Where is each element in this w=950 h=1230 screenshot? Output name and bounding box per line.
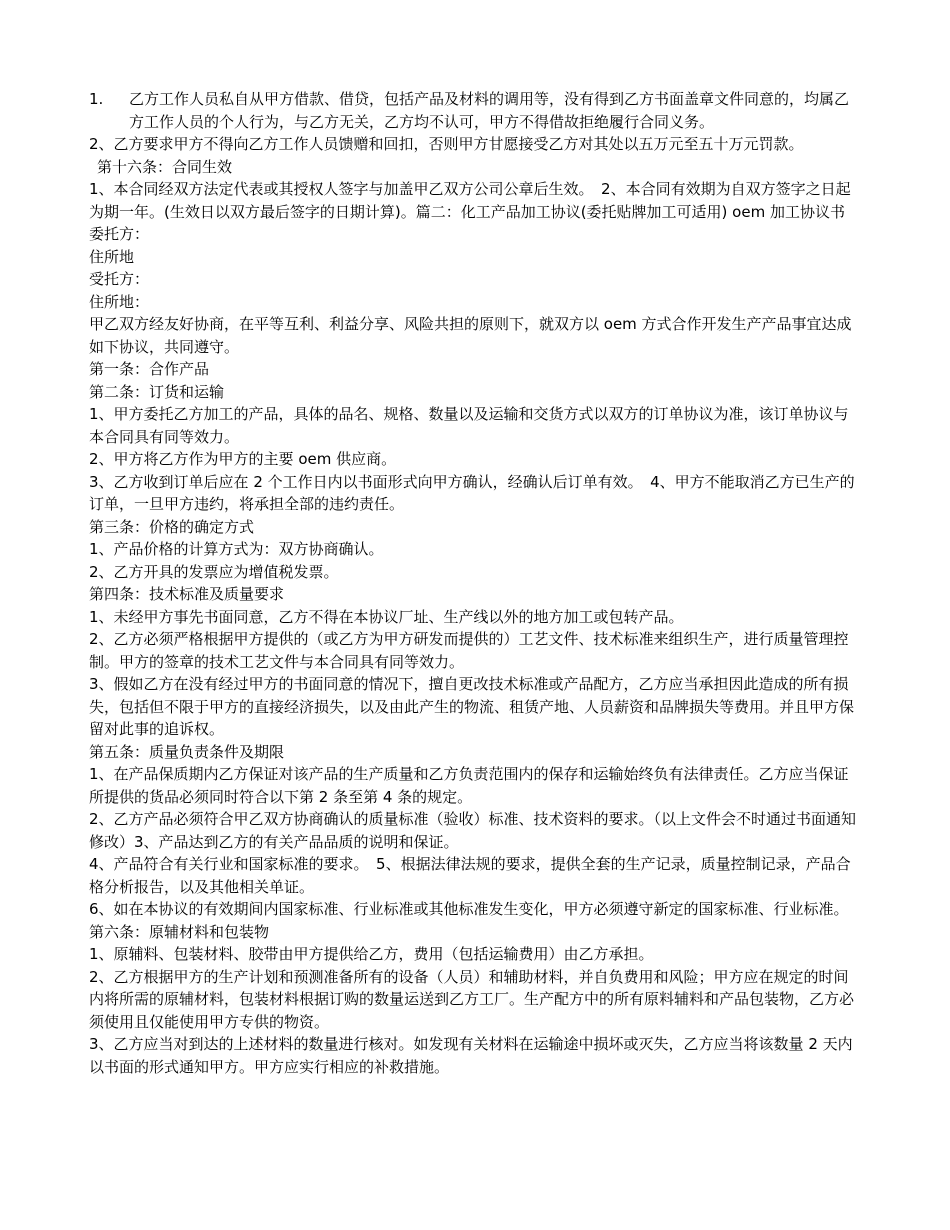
paragraph: 1、未经甲方事先书面同意，乙方不得在本协议厂址、生产线以外的地方加工或包转产品。 bbox=[89, 607, 684, 626]
paragraph: 2、乙方产品必须符合甲乙双方协商确认的质量标准（验收）标准、技术资料的要求。（以上文件会不时通过书面通知修改）3、产品达到乙方的有关产品品质的说明和保证。 bbox=[89, 810, 857, 851]
paragraph: 1、甲方委托乙方加工的产品，具体的品名、规格、数量以及运输和交货方式以双方的订单协议为准，该订单协议与本合同具有同等效力。 bbox=[89, 405, 849, 446]
paragraph: 2、乙方开具的发票应为增值税发票。 bbox=[89, 562, 339, 581]
clause-text: 乙方工作人员私自从甲方借款、借贷，包括产品及材料的调用等，没有得到乙方书面盖章文件同意的，均属乙方工作人员的个人行为，与乙方无关，乙方均不认可，甲方不得借故拒绝履行合同义务。 bbox=[129, 90, 850, 131]
paragraph: 3、乙方收到订单后应在 2 个工作日内以书面形式向甲方确认，经确认后订单有效。 4、甲方不能取消乙方已生产的订单，一旦甲方违约，将承担全部的违约责任。 bbox=[89, 472, 855, 513]
paragraph: 1、在产品保质期内乙方保证对该产品的生产质量和乙方负责范围内的保存和运输始终负有法律责任。乙方应当保证所提供的货品必须同时符合以下第 2 条至第 4 条的规定。 bbox=[89, 765, 849, 806]
paragraph: 3、假如乙方在没有经过甲方的书面同意的情况下，擅自更改技术标准或产品配方，乙方应当承担因此造成的所有损失，包括但不限于甲方的直接经济损失，以及由此产生的物流、租赁产地、人员薪资和品牌损失等费用。并且甲方保留对此事的追诉权。 bbox=[89, 675, 855, 738]
section-heading: 第二条：订货和运输 bbox=[89, 382, 225, 401]
paragraph: 1、原辅料、包装材料、胶带由甲方提供给乙方，费用（包括运输费用）由乙方承担。 bbox=[89, 945, 654, 963]
paragraph: 2、乙方必须严格根据甲方提供的（或乙方为甲方研发而提供的）工艺文件、技术标准来组织生产，进行质量管理控制。甲方的签章的技术工艺文件与本合同具有同等效力。 bbox=[89, 630, 849, 671]
field-label: 住所地： bbox=[89, 292, 150, 311]
field-label: 受托方： bbox=[89, 270, 150, 288]
section-heading: 第一条：合作产品 bbox=[89, 360, 210, 378]
section-heading: 第十六条：合同生效 bbox=[97, 157, 233, 176]
paragraph: 2、乙方根据甲方的生产计划和预测准备所有的设备（人员）和辅助材料，并自负费用和风险；甲方应在规定的时间内将所需的原辅材料，包装材料根据订购的数量运送到乙方工厂。生产配方中的所有原料辅料和产品包装物，乙方必须使用且仅能使用甲方专供的物资。 bbox=[89, 967, 855, 1031]
paragraph: 3、乙方应当对到达的上述材料的数量进行核对。如发现有关材料在运输途中损坏或灭失，乙方应当将该数量 2 天内以书面的形式通知甲方。甲方应实行相应的补救措施。 bbox=[89, 1035, 853, 1076]
section-heading: 第五条：质量负责条件及期限 bbox=[89, 742, 285, 761]
clause-item-1 bbox=[89, 88, 862, 133]
paragraph: 1、本合同经双方法定代表或其授权人签字与加盖甲乙双方公司公章后生效。 2、本合同有效期为自双方签字之日起为期一年。(生效日以双方最后签字的日期计算)。篇二：化工产品加工协议(委托贴牌加工可适用) oem 加工协议书 bbox=[89, 180, 851, 221]
field-label: 委托方： bbox=[89, 225, 150, 243]
section-heading: 第三条：价格的确定方式 bbox=[89, 517, 255, 536]
paragraph: 甲乙双方经友好协商，在平等互利、利益分享、风险共担的原则下，就双方以 oem 方式合作开发生产产品事宜达成如下协议，共同遵守。 bbox=[89, 315, 852, 356]
paragraph: 1、产品价格的计算方式为：双方协商确认。 bbox=[89, 540, 384, 558]
paragraph: 6、如在本协议的有效期间内国家标准、行业标准或其他标准发生变化，甲方必须遵守新定的国家标准、行业标准。 bbox=[89, 900, 849, 918]
paragraph: 2、甲方将乙方作为甲方的主要 oem 供应商。 bbox=[89, 450, 397, 468]
clause-number: 1. bbox=[89, 90, 104, 108]
section-heading: 第六条：原辅材料和包装物 bbox=[89, 922, 270, 941]
paragraph: 4、产品符合有关行业和国家标准的要求。 5、根据法律法规的要求，提供全套的生产记录，质量控制记录，产品合格分析报告，以及其他相关单证。 bbox=[89, 855, 851, 896]
paragraph: 2、乙方要求甲方不得向乙方工作人员馈赠和回扣，否则甲方甘愿接受乙方对其处以五万元至五十万元罚款。 bbox=[89, 135, 804, 153]
field-label: 住所地 bbox=[89, 247, 135, 266]
section-heading: 第四条：技术标准及质量要求 bbox=[89, 585, 285, 603]
